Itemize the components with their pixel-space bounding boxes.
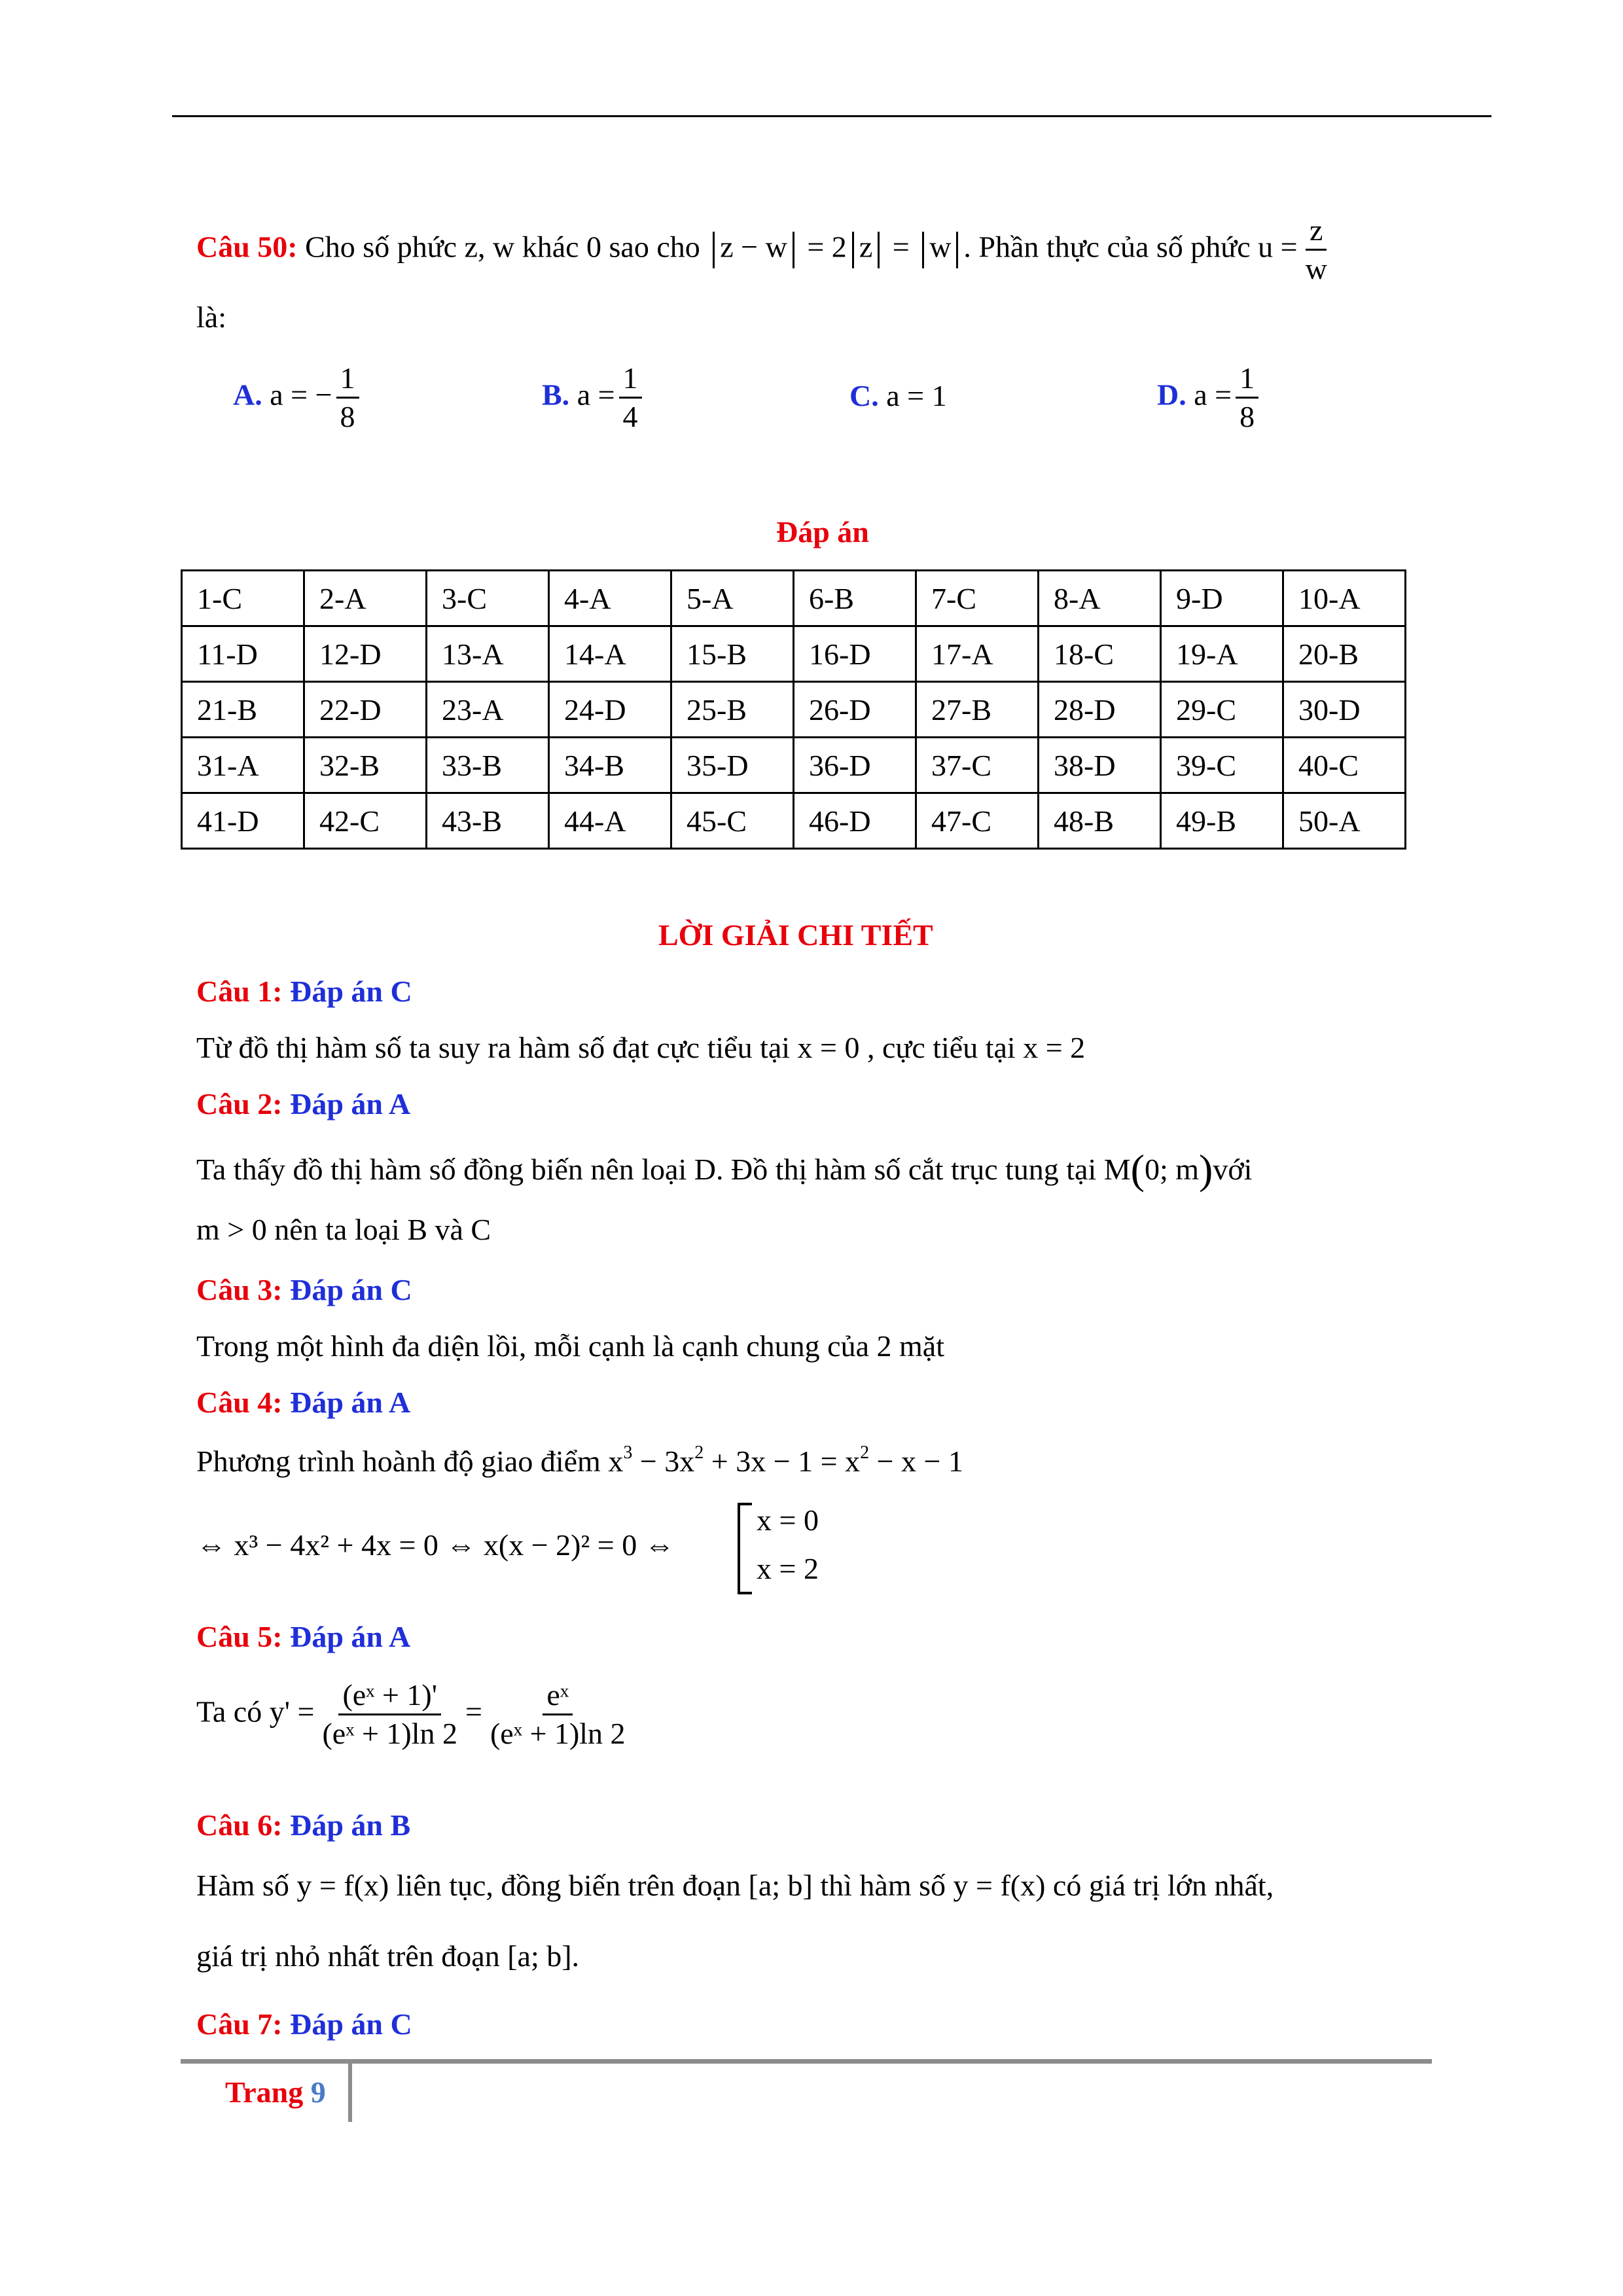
sol-1-answer: Đáp án C	[290, 975, 412, 1008]
answer-cell: 1-C	[182, 571, 304, 626]
fraction-numerator: 1	[336, 363, 359, 399]
option-b-lhs: a =	[577, 378, 615, 412]
sol-7-label: Câu 7:	[196, 2007, 283, 2041]
answer-cell: 10-A	[1283, 571, 1406, 626]
question-50-tail: là:	[196, 300, 226, 334]
sol-1-text: Từ đồ thị hàm số ta suy ra hàm số đạt cực tiểu tại x = 0 , cực tiểu tại x = 2	[196, 1031, 1086, 1064]
fraction-denominator: w	[1305, 252, 1327, 286]
sol-4-answer: Đáp án A	[290, 1386, 411, 1419]
sol-4-equivalence: ⇔ x³ − 4x² + 4x = 0 ⇔ x(x − 2)² = 0 ⇔	[196, 1528, 675, 1562]
sol-6-heading	[196, 1808, 410, 1842]
fraction-denominator: 8	[340, 400, 355, 434]
answer-cell: 29-C	[1161, 682, 1283, 738]
page-number	[225, 2075, 326, 2109]
answer-cell: 26-D	[794, 682, 916, 738]
abs-bar	[878, 232, 880, 268]
fraction-numerator: z	[1306, 215, 1327, 251]
condition-part: z	[859, 230, 873, 264]
option-a-lhs: a = −	[270, 378, 332, 412]
fraction-denominator: 4	[622, 400, 638, 434]
answer-cell: 4-A	[549, 571, 671, 626]
sol-2-text-part: Ta thấy đồ thị hàm số đồng biến nên loại D. Đồ thị hàm số cắt trục tung tại M	[196, 1153, 1131, 1186]
option-c-lhs: a = 1	[886, 379, 947, 412]
fraction-numerator: eˣ	[543, 1679, 573, 1715]
sol-4-label: Câu 4:	[196, 1386, 283, 1419]
answer-cell: 22-D	[304, 682, 427, 738]
fraction-numerator: 1	[1236, 363, 1258, 399]
option-d-label: D.	[1157, 378, 1186, 412]
fraction-denominator: (eˣ + 1)ln 2	[490, 1717, 626, 1751]
answer-cell: 33-B	[427, 738, 549, 793]
abs-bar	[713, 232, 715, 268]
question-50-text-2: . Phần thực của số phức	[963, 230, 1258, 264]
sol-2-heading	[196, 1086, 410, 1121]
answer-cell: 16-D	[794, 626, 916, 682]
answer-cell: 27-B	[916, 682, 1039, 738]
u-definition: u =	[1258, 230, 1298, 264]
option-c[interactable]	[849, 378, 947, 413]
condition-part: z − w	[720, 230, 787, 264]
answer-cell: 38-D	[1039, 738, 1161, 793]
question-50-text: Cho số phức z, w khác 0 sao cho	[297, 230, 708, 264]
sol-6-label: Câu 6:	[196, 1808, 283, 1842]
answer-cell: 32-B	[304, 738, 427, 793]
answer-cell: 30-D	[1283, 682, 1406, 738]
answer-table-body	[182, 571, 1406, 849]
abs-bar	[793, 232, 794, 268]
answer-cell: 19-A	[1161, 626, 1283, 682]
answer-row	[182, 793, 1406, 849]
answer-cell: 17-A	[916, 626, 1039, 682]
answer-cell: 2-A	[304, 571, 427, 626]
answer-cell: 44-A	[549, 793, 671, 849]
answer-cell: 6-B	[794, 571, 916, 626]
answer-cell: 13-A	[427, 626, 549, 682]
answer-cell: 18-C	[1039, 626, 1161, 682]
answer-cell: 8-A	[1039, 571, 1161, 626]
sol-2-label: Câu 2:	[196, 1087, 283, 1121]
answer-row	[182, 682, 1406, 738]
case-bracket	[738, 1503, 752, 1594]
header-rule	[172, 115, 1491, 117]
paren-close: )	[1199, 1146, 1213, 1193]
answer-cell: 37-C	[916, 738, 1039, 793]
answer-row	[182, 626, 1406, 682]
sol-4-text	[196, 1444, 963, 1479]
answer-cell: 21-B	[182, 682, 304, 738]
fraction-z-over-w	[1302, 215, 1331, 285]
option-a-label: A.	[233, 378, 262, 412]
abs-bar	[852, 232, 854, 268]
sol-2-text-part: với	[1213, 1153, 1253, 1186]
sol-5-answer: Đáp án A	[290, 1620, 411, 1653]
case-1: x = 0	[757, 1503, 819, 1537]
answer-cell: 23-A	[427, 682, 549, 738]
answer-cell: 14-A	[549, 626, 671, 682]
answers-title: Đáp án	[776, 515, 869, 548]
condition-part: w	[929, 230, 952, 264]
sol-2-answer: Đáp án A	[290, 1087, 411, 1121]
answer-cell: 25-B	[671, 682, 794, 738]
answer-cell: 48-B	[1039, 793, 1161, 849]
sol-5-formula	[196, 1679, 633, 1750]
fraction-denominator: (eˣ + 1)ln 2	[322, 1717, 458, 1751]
point-coordinates: 0; m	[1144, 1153, 1200, 1186]
sol-7-answer: Đáp án C	[290, 2007, 412, 2041]
option-d-fraction	[1236, 363, 1258, 433]
sol-5-label: Câu 5:	[196, 1620, 283, 1653]
sol-2-text-1	[196, 1145, 1252, 1194]
answer-cell: 15-B	[671, 626, 794, 682]
option-d-lhs: a =	[1194, 378, 1232, 412]
option-a[interactable]	[233, 363, 363, 433]
answer-cell: 9-D	[1161, 571, 1283, 626]
answer-cell: 50-A	[1283, 793, 1406, 849]
answer-cell: 40-C	[1283, 738, 1406, 793]
answer-cell: 34-B	[549, 738, 671, 793]
sol-6-text-2: giá trị nhỏ nhất trên đoạn [a; b].	[196, 1939, 580, 1973]
solutions-title: LỜI GIẢI CHI TIẾT	[658, 918, 933, 952]
answer-cell: 46-D	[794, 793, 916, 849]
sol-2-text-2: m > 0 nên ta loại B và C	[196, 1213, 491, 1246]
sol-6-answer: Đáp án B	[290, 1808, 411, 1842]
sol-1-heading	[196, 974, 412, 1009]
footer-rule	[181, 2059, 1432, 2064]
answer-cell: 43-B	[427, 793, 549, 849]
sol-1-label: Câu 1:	[196, 975, 283, 1008]
derivative-fraction-2	[486, 1679, 630, 1750]
abs-bar	[956, 232, 958, 268]
fraction-numerator: (eˣ + 1)'	[338, 1679, 441, 1715]
equals-sign: =	[465, 1695, 482, 1729]
answer-cell: 41-D	[182, 793, 304, 849]
paren-open: (	[1130, 1146, 1145, 1193]
option-c-label: C.	[849, 379, 879, 412]
answer-cell: 20-B	[1283, 626, 1406, 682]
answer-row	[182, 571, 1406, 626]
condition-part: =	[885, 230, 918, 264]
footer-divider	[348, 2062, 352, 2122]
option-d[interactable]	[1157, 363, 1262, 433]
sol-3-text: Trong một hình đa diện lồi, mỗi cạnh là cạnh chung của 2 mặt	[196, 1329, 944, 1363]
sol-4-text-part: Phương trình hoành độ giao điểm	[196, 1444, 609, 1478]
case-2: x = 2	[757, 1552, 819, 1585]
question-50	[196, 215, 1335, 285]
answer-cell: 24-D	[549, 682, 671, 738]
page-label: Trang	[225, 2075, 304, 2109]
answer-cell: 35-D	[671, 738, 794, 793]
answer-cell: 3-C	[427, 571, 549, 626]
option-a-fraction	[336, 363, 359, 433]
sol-4-equation: $x^3 - 3x^2 + 3x - 1 = x^2 - x - 1$	[608, 1443, 963, 1478]
answer-cell: 31-A	[182, 738, 304, 793]
sol-5-heading	[196, 1619, 410, 1654]
answer-cell: 11-D	[182, 626, 304, 682]
question-50-label: Câu 50:	[196, 230, 298, 264]
abs-bar	[922, 232, 924, 268]
option-b-fraction	[619, 363, 642, 433]
derivative-fraction-1	[318, 1679, 461, 1750]
condition-part: = 2	[799, 230, 847, 264]
fraction-denominator: 8	[1240, 400, 1255, 434]
answer-cell: 12-D	[304, 626, 427, 682]
answer-cell: 45-C	[671, 793, 794, 849]
answer-cell: 42-C	[304, 793, 427, 849]
answer-cell: 28-D	[1039, 682, 1161, 738]
sol-3-answer: Đáp án C	[290, 1273, 412, 1306]
option-b-label: B.	[542, 378, 570, 412]
sol-3-heading	[196, 1272, 412, 1307]
fraction-numerator: 1	[619, 363, 642, 399]
answer-row	[182, 738, 1406, 793]
sol-3-label: Câu 3:	[196, 1273, 283, 1306]
answer-cell: 36-D	[794, 738, 916, 793]
answer-cell: 49-B	[1161, 793, 1283, 849]
sol-5-text: Ta có y' =	[196, 1695, 315, 1729]
page-value: 9	[310, 2075, 326, 2109]
option-b[interactable]	[542, 363, 646, 433]
answer-cell: 5-A	[671, 571, 794, 626]
answer-cell: 47-C	[916, 793, 1039, 849]
answer-cell: 7-C	[916, 571, 1039, 626]
sol-7-heading	[196, 2007, 412, 2041]
sol-4-heading	[196, 1385, 410, 1420]
sol-6-text-1: Hàm số y = f(x) liên tục, đồng biến trên đoạn [a; b] thì hàm số y = f(x) có giá trị lớn nhất,	[196, 1869, 1274, 1902]
answer-cell: 39-C	[1161, 738, 1283, 793]
answer-table	[181, 569, 1406, 850]
